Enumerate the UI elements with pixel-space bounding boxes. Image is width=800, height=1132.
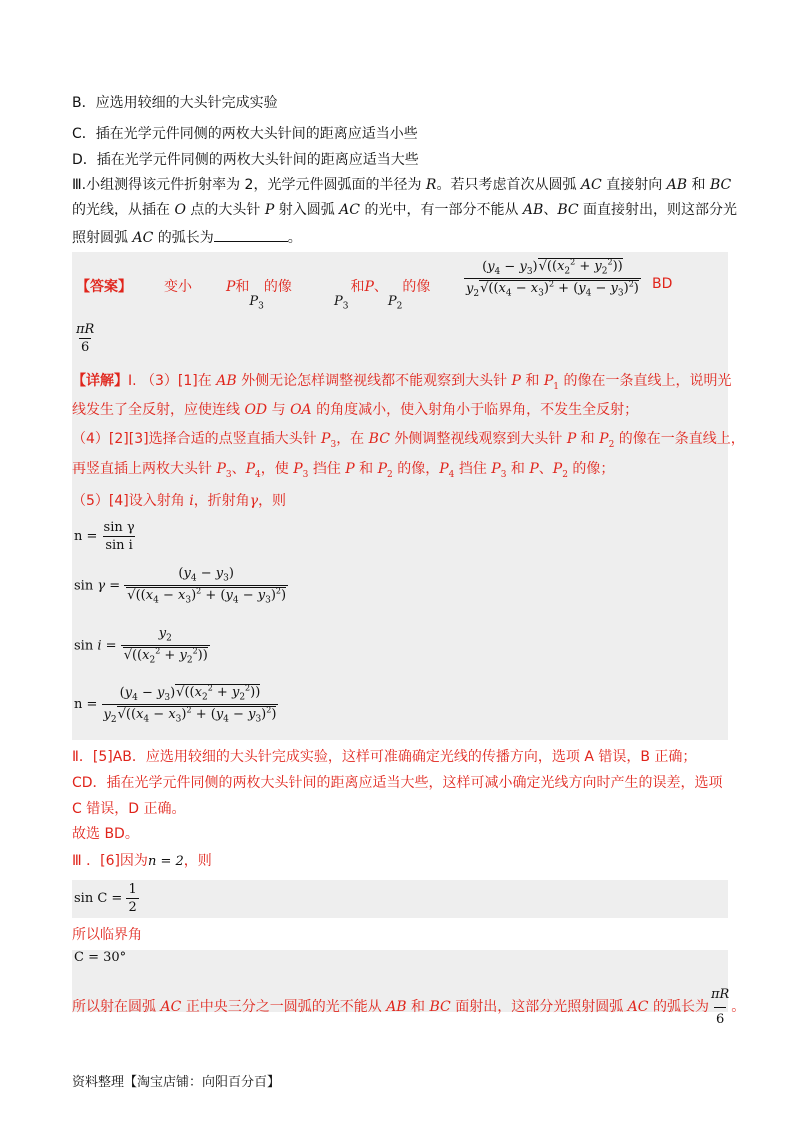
answer-2: P和$P_3$的像 xyxy=(226,279,292,312)
option-c: C．插在光学元件同侧的两枚大头针间的距离应适当小些 xyxy=(72,126,418,142)
detail-p4-b: CD．插在光学元件同侧的两枚大头针间的距离应适当大些，这样可减小确定光线方向时产生的误差，选项 xyxy=(72,775,723,791)
eq-sinC: sin C = $\frac{1}{2}$ xyxy=(74,882,137,915)
q3-line-3: 照射圆弧 AC 的弧长为 。 xyxy=(72,226,302,248)
q3-line-1: Ⅲ.小组测得该元件折射率为 2，光学元件圆弧面的半径为 R。若只考虑首次从圆弧 AC 直接射向 AB 和 BC xyxy=(72,177,732,193)
shade-sinC xyxy=(72,880,728,918)
answer-5: BD xyxy=(652,276,673,292)
detail-line-5: （5）[4]设入射角 i，折射角γ，则 xyxy=(72,493,287,509)
q3-line-2: 的光线，从插在 O 点的大头针 P 射入圆弧 AC 的光中，有一部分不能从 AB、BC 面直接射出，则这部分光 xyxy=(72,202,738,218)
option-b: B．应选用较细的大头针完成实验 xyxy=(72,95,278,111)
detail-p4-c: C 错误，D 正确。 xyxy=(72,801,186,817)
detail-line-2: 线发生了全反射，应使连线 OD 与 OA 的角度减小，使入射角小于临界角，不发生全反射； xyxy=(72,402,639,418)
eq-sin-gamma: sin γ = $\frac{(y_4 - y_3)}{√((x_4 - x_3)^2 + (y_4 - y_3)^2)}$ xyxy=(74,566,287,606)
option-d: D．插在光学元件同侧的两枚大头针间的距离应适当大些 xyxy=(72,152,419,168)
answer-3: $P_3$和P、$P_2$的像 xyxy=(334,279,431,312)
detail-p6: 所以临界角 xyxy=(72,927,142,943)
answer-1: 变小 xyxy=(164,279,192,295)
detail-p7: 所以射在圆弧 AC 正中央三分之一圆弧的光不能从 AB 和 BC 面射出，这部分光照射圆弧 AC 的弧长为 $\frac{\pi R}{6}$ 。 xyxy=(72,984,745,1031)
footer-text: 资料整理【淘宝店铺：向阳百分百】 xyxy=(72,1075,281,1090)
eq-sin-i: sin i = $\frac{y_2}{√((x_2^2 + y_2^2))}$ xyxy=(74,626,208,666)
answer-6-fraction: $\frac{\pi R}{6}$ xyxy=(76,322,95,355)
answer-label: 【答案】 xyxy=(76,279,132,295)
detail-p4-d: 故选 BD。 xyxy=(72,826,139,842)
detail-line-4: 再竖直插上两枚大头针 $P_3$、$P_4$，使 $P_3$ 挡住 P 和 $P_2$ 的像，$P_4$ 挡住 $P_3$ 和 P、$P_2$ 的像； xyxy=(72,461,615,480)
eq-c-value: C = 30° xyxy=(74,950,127,965)
eq-n-sin: n = $\frac{\text{sin γ}}{\text{sin i}}$ xyxy=(74,520,135,553)
detail-p4-a: Ⅱ．[5]AB．应选用较细的大头针完成实验，这样可准确确定光线的传播方向，选项 A 错误，B 正确； xyxy=(72,749,697,765)
answer-blank xyxy=(214,226,288,242)
answer-4-fraction: $\frac{(y_4 - y_3)√((x_2^2 + y_2^2))}{y_2√((x_4 - x_3)^2 + (y_4 - y_3)^2)}$ xyxy=(466,258,639,299)
detail-line-1: 【详解】Ⅰ. （3）[1]在 AB 外侧无论怎样调整视线都不能观察到大头针 P 和 $P_1$ 的像在一条直线上，说明光 xyxy=(72,373,732,392)
detail-p5: Ⅲ ．[6]因为n = 2，则 xyxy=(72,853,212,869)
eq-n-result: n = $\frac{(y_4 - y_3)√((x_2^2 + y_2^2))}{y_2√((x_4 - x_3)^2 + (y_4 - y_3)^2)}$ xyxy=(74,684,277,725)
detail-line-3: （4）[2][3]选择合适的点竖直插大头针 $P_3$，在 BC 外侧调整视线观察到大头针 P 和 $P_2$ 的像在一条直线上， xyxy=(72,431,745,450)
